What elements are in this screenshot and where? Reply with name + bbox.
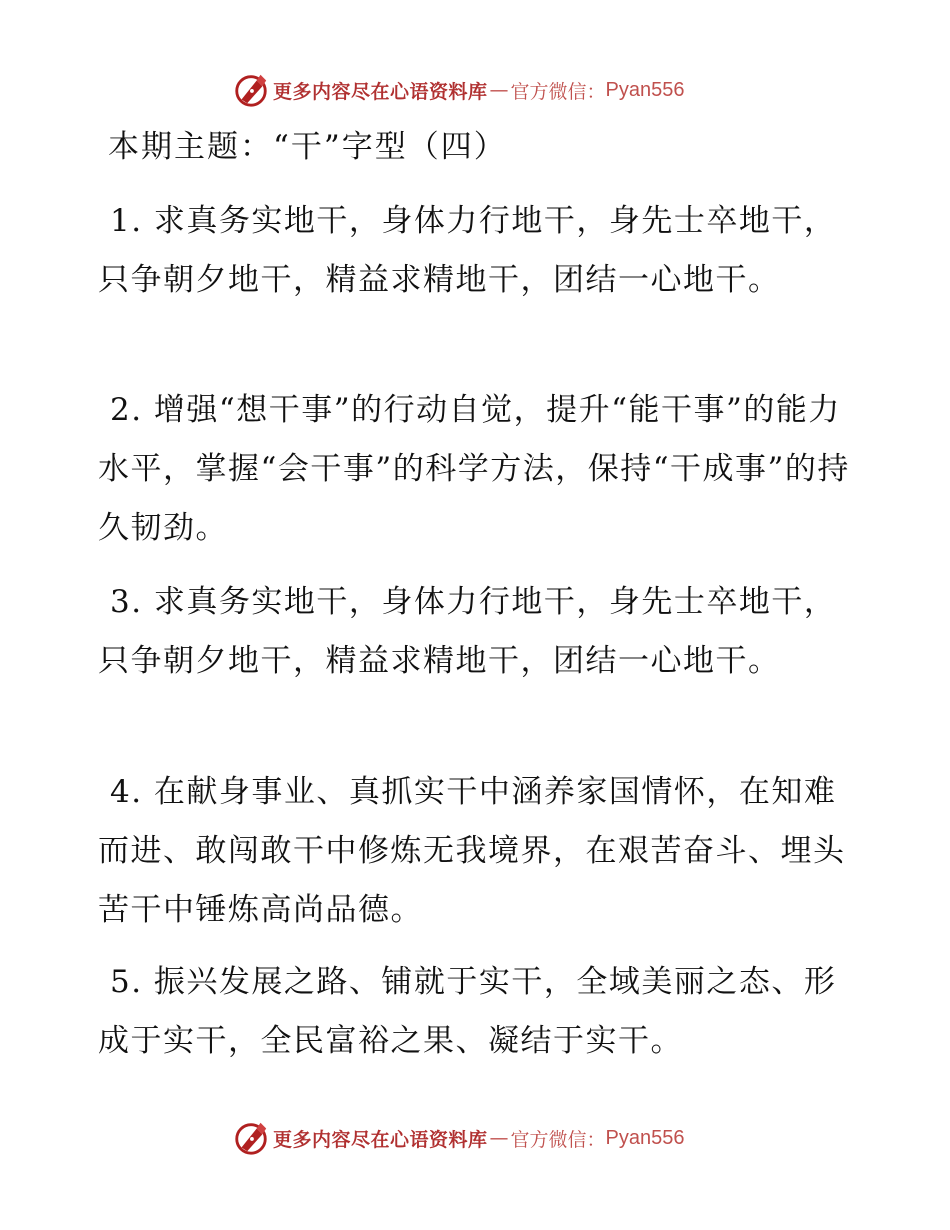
paragraph-4: 4. 在献身事业、真抓实干中涵养家国情怀，在知难而进、敢闯敢干中修炼无我境界，在艰苦奋斗、埋头苦干中锤炼高尚品德。: [98, 774, 846, 928]
watermark-main-text: 更多内容尽在心语资料库: [273, 1128, 488, 1151]
watermark-wechat-id: Pyan556: [605, 1126, 685, 1149]
watermark-separator: —: [489, 1127, 509, 1149]
paragraph-1: 1. 求真务实地干，身体力行地干，身先士卒地干，只争朝夕地干，精益求精地干，团结一心地干。: [98, 203, 837, 298]
watermark-wechat-id: Pyan556: [605, 78, 685, 101]
pen-nib-logo-icon: [232, 1119, 270, 1157]
page-title: 本期主题：“干”字型（四）: [108, 129, 507, 165]
watermark-separator: —: [489, 79, 509, 101]
paragraph-5: 5. 振兴发展之路、铺就于实干，全域美丽之态、形成于实干，全民富裕之果、凝结于实干。: [98, 964, 837, 1059]
header-watermark: [232, 70, 685, 110]
pen-nib-logo-icon: [232, 71, 270, 109]
paragraph-2: 2. 增强“想干事”的行动自觉，提升“能干事”的能力水平，掌握“会干事”的科学方法，保持“干成事”的持久韧劲。: [98, 392, 850, 546]
footer-watermark: [232, 1118, 685, 1158]
paragraph-3: 3. 求真务实地干，身体力行地干，身先士卒地干，只争朝夕地干，精益求精地干，团结一心地干。: [98, 584, 837, 679]
watermark-wechat-label: 官方微信：: [510, 1128, 606, 1151]
watermark-main-text: 更多内容尽在心语资料库: [273, 80, 488, 103]
watermark-wechat-label: 官方微信：: [510, 80, 606, 103]
